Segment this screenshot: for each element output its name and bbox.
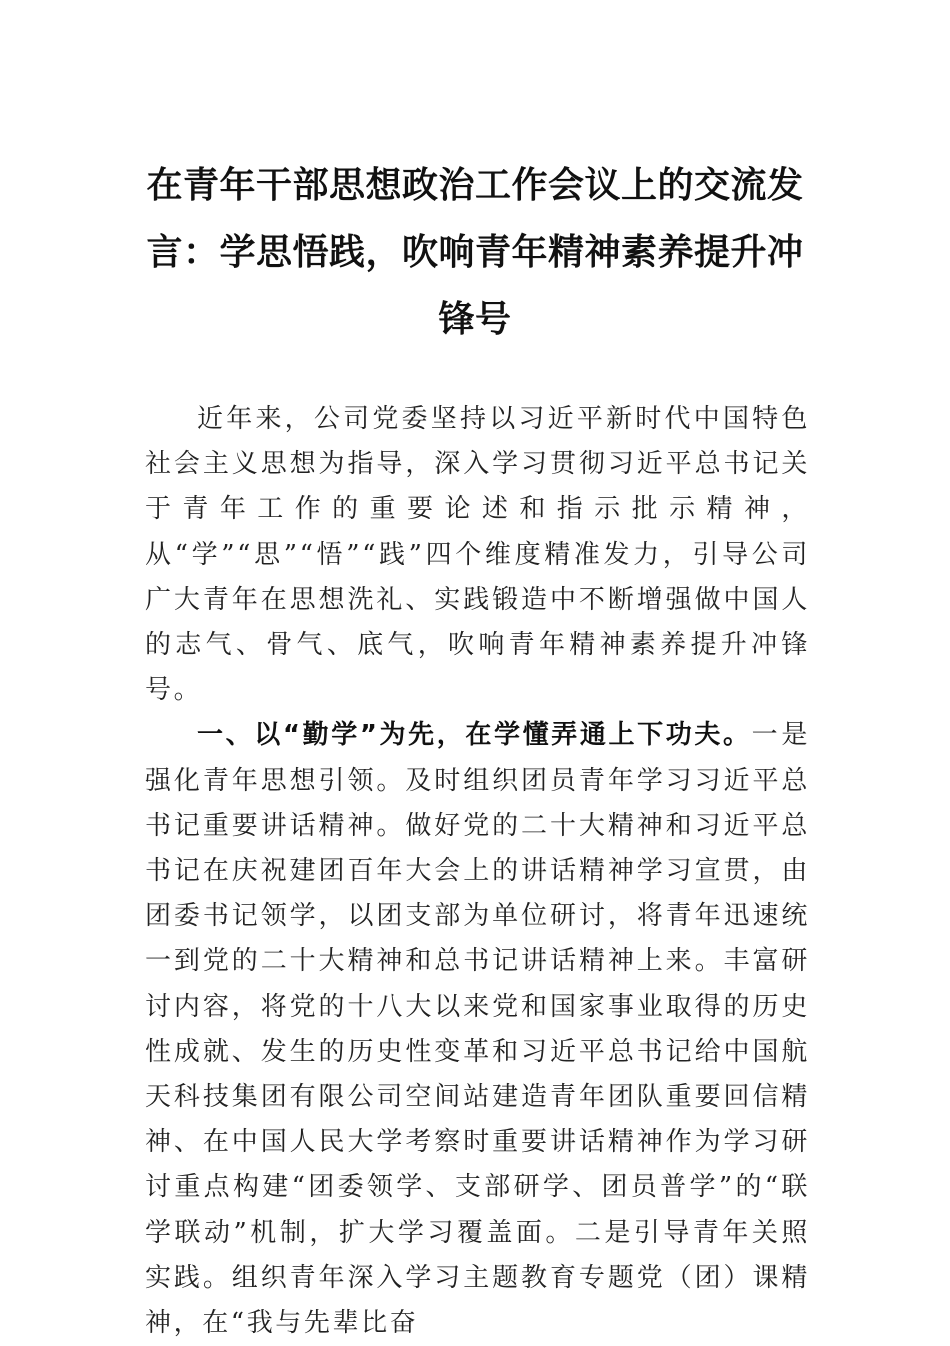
paragraph-intro-text: 近年来，公司党委坚持以习近平新时代中国特色社会主义思想为指导，深入学习贯彻习近平总书记关于青年工作的重要论述和指示批示精神，从“学”“思”“悟”“践”四个维度精准发力，引导公司广大青年在思想洗礼、实践锻造中不断增强做中国人的志气、骨气、底气，吹响青年精神素养提升冲锋号。 — [145, 404, 810, 706]
document-body — [145, 397, 810, 1346]
paragraph-section-one — [145, 713, 810, 1346]
paragraph-intro — [145, 397, 810, 713]
section-one-text: 一是强化青年思想引领。及时组织团员青年学习习近平总书记重要讲话精神。做好党的二十大精神和习近平总书记在庆祝建团百年大会上的讲话精神学习宣贯，由团委书记领学，以团支部为单位研讨，将青年迅速统一到党的二十大精神和总书记讲话精神上来。丰富研讨内容，将党的十八大以来党和国家事业取得的历史性成就、发生的历史性变革和习近平总书记给中国航天科技集团有限公司空间站建造青年团队重要回信精神、在中国人民大学考察时重要讲话精神作为学习研讨重点构建“团委领学、支部研学、团员普学”的“联学联动”机制，扩大学习覆盖面。二是引导青年关照实践。组织青年深入学习主题教育专题党（团）课精神，在“我与先辈比奋 — [145, 720, 810, 1339]
document-title: 在青年干部思想政治工作会议上的交流发言：学思悟践，吹响青年精神素养提升冲锋号 — [146, 165, 804, 340]
section-one-heading: 一、以“勤学”为先，在学懂弄通上下功夫。 — [197, 720, 752, 751]
